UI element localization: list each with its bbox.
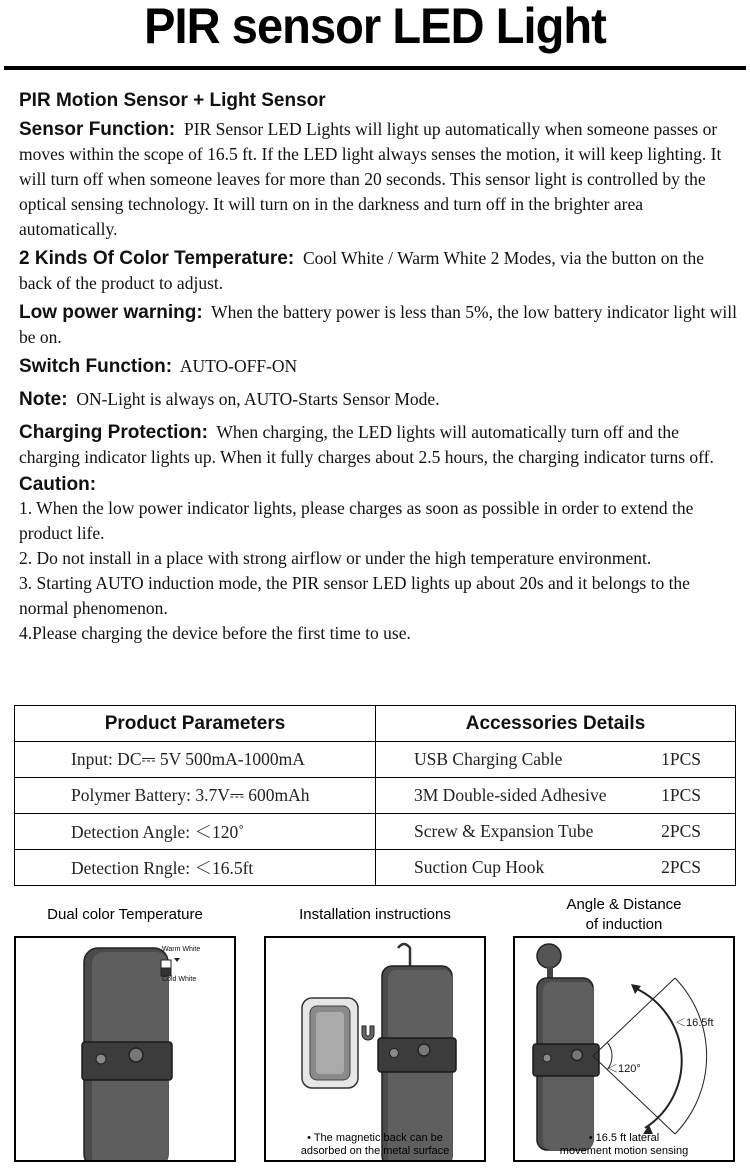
caution-list: [19, 496, 739, 646]
feature-charging-protection: [19, 420, 739, 470]
feature-switch-function: [19, 354, 739, 379]
feature-text: ON-Light is always on, AUTO-Starts Sensor Mode.: [76, 389, 440, 409]
magnetic-note-line2: adsorbed on the metal surface: [300, 1145, 450, 1157]
description-section: [19, 89, 739, 646]
installation-panel: [264, 936, 486, 1162]
accessory-item: USB Charging Cable: [414, 749, 563, 769]
feature-low-power: [19, 300, 739, 350]
feature-sensor-function: [19, 117, 739, 242]
list-item: 2. Do not install in a place with strong airflow or under the high temperature environment.: [19, 548, 652, 568]
product-parameters-header: Product Parameters: [15, 706, 376, 742]
intro-heading: PIR Motion Sensor + Light Sensor: [19, 90, 326, 111]
light-back-illustration: [16, 938, 234, 1160]
param-cell: Detection Rngle: ＜16.5ft: [15, 850, 376, 886]
feature-label: Switch Function:: [19, 356, 173, 377]
angle-caption: [513, 895, 735, 935]
accessory-cell: [376, 742, 736, 778]
specs-table: [14, 705, 736, 886]
angle-caption-line2: of induction: [585, 916, 663, 933]
list-item: 4.Please charging the device before the first time to use.: [19, 623, 411, 643]
accessories-details-header: Accessories Details: [376, 706, 736, 742]
magnetic-note: [266, 1132, 484, 1158]
accessory-item: 3M Double-sided Adhesive: [414, 785, 607, 805]
angle-caption-line1: Angle & Distance: [566, 896, 682, 913]
sensing-note-line2: movement motion sensing: [559, 1145, 689, 1157]
sensing-note: [515, 1132, 733, 1158]
feature-text: When charging, the LED lights will automatically turn off and the charging indicator lights up. When it fully charges about 2.5 hours, the charging indicator turns off.: [19, 422, 714, 467]
accessory-qty: 1PCS: [661, 749, 701, 769]
table-row: [15, 814, 736, 850]
feature-label: 2 Kinds Of Color Temperature:: [19, 248, 295, 269]
sensing-note-line1: • 16.5 ft lateral: [588, 1132, 660, 1144]
accessory-item: Screw & Expansion Tube: [414, 821, 594, 841]
installation-illustration: [266, 938, 484, 1160]
dual-color-caption: Dual color Temperature: [47, 906, 203, 923]
accessory-cell: [376, 778, 736, 814]
list-item: 1. When the low power indicator lights, please charges as soon as possible in order to extend the product life.: [19, 498, 694, 543]
accessory-qty: 2PCS: [661, 821, 701, 841]
page-title: PIR sensor LED Light: [144, 0, 606, 54]
angle-label: ＜120°: [607, 1063, 641, 1075]
title-divider: [4, 66, 746, 70]
table-row: [15, 850, 736, 886]
table-row: [15, 778, 736, 814]
accessory-item: Suction Cup Hook: [414, 857, 545, 877]
cold-white-label: Cold White: [162, 976, 197, 983]
param-cell: Detection Angle: ＜120˚: [15, 814, 376, 850]
sensing-angle-illustration: [515, 938, 733, 1160]
angle-distance-panel: [513, 936, 735, 1162]
feature-text: AUTO-OFF-ON: [179, 356, 298, 376]
param-cell: Input: DC⎓ 5V 500mA-1000mA: [15, 742, 376, 778]
accessory-cell: [376, 814, 736, 850]
feature-label: Low power warning:: [19, 302, 203, 323]
distance-label: ＜16.5ft: [675, 1017, 714, 1029]
accessory-qty: 2PCS: [661, 857, 701, 877]
param-cell: Polymer Battery: 3.7V⎓ 600mAh: [15, 778, 376, 814]
installation-caption: Installation instructions: [299, 906, 451, 923]
feature-text: Cool White / Warm White 2 Modes, via the button on the back of the product to adjust.: [19, 248, 704, 293]
feature-label: Charging Protection:: [19, 422, 208, 443]
warm-white-label: Warm White: [162, 946, 201, 953]
feature-color-temperature: [19, 246, 739, 296]
feature-label: Sensor Function:: [19, 119, 176, 140]
accessory-cell: [376, 850, 736, 886]
table-header-row: [15, 706, 736, 742]
feature-note: [19, 387, 739, 412]
feature-label: Note:: [19, 389, 68, 410]
dual-color-panel: [14, 936, 236, 1162]
feature-text: When the battery power is less than 5%, the low battery indicator light will be on.: [19, 302, 737, 347]
list-item: 3. Starting AUTO induction mode, the PIR sensor LED lights up about 20s and it belongs to the normal phenomenon.: [19, 573, 690, 618]
caution-heading: Caution:: [19, 474, 97, 495]
feature-text: PIR Sensor LED Lights will light up automatically when someone passes or moves within the scope of 16.5 ft. If the LED light always senses the motion, it will keep lighting. It will turn off when someone leaves for more than 20 seconds. This sensor light is controlled by the optical sensing technology. It will turn on in the darkness and turn off in the brighter area automatically.: [19, 119, 722, 239]
magnetic-note-line1: • The magnetic back can be: [307, 1132, 443, 1144]
accessory-qty: 1PCS: [661, 785, 701, 805]
table-row: [15, 742, 736, 778]
